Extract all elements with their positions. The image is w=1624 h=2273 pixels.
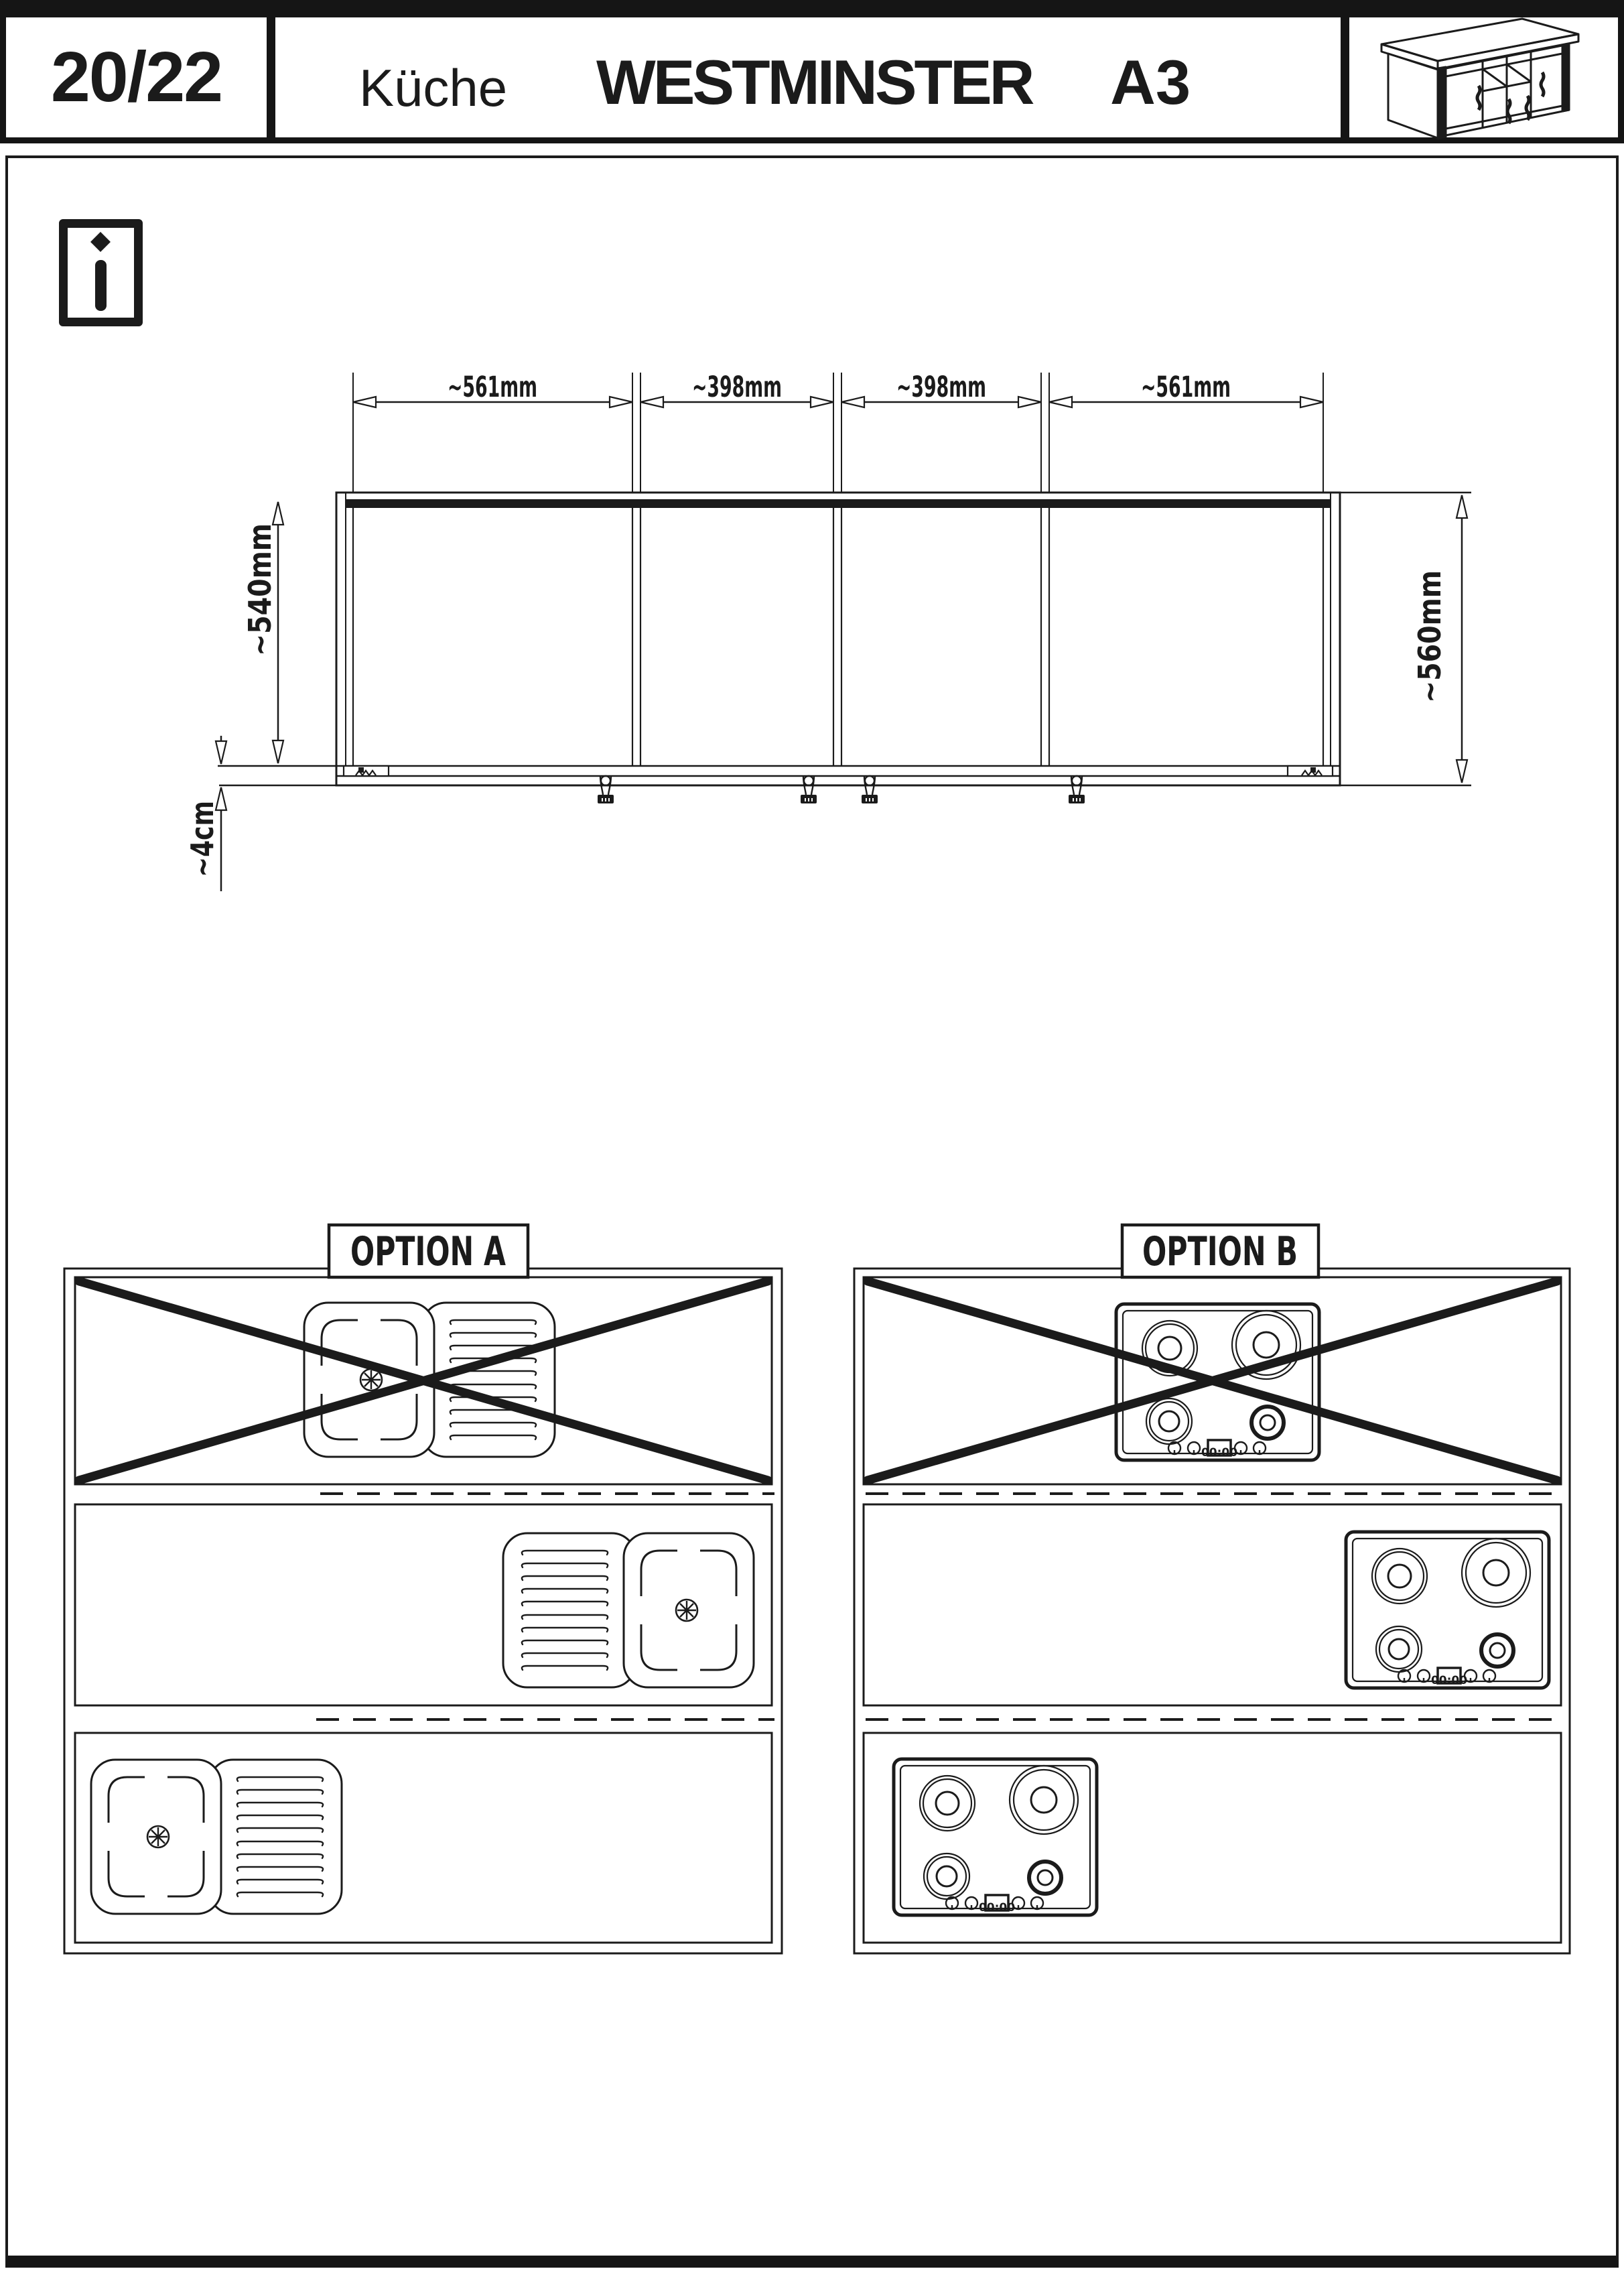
hob-top-view bbox=[1346, 1532, 1549, 1688]
hob-display: 00:00 bbox=[978, 1901, 1016, 1914]
dim-width-1: ~561mm bbox=[448, 371, 537, 404]
page-number: 20/22 bbox=[50, 38, 222, 117]
category-label: Küche bbox=[359, 58, 508, 117]
dim-height-left: ~540mm bbox=[242, 501, 278, 656]
mounting-clips bbox=[598, 776, 1085, 803]
product-name-label: WESTMINSTER bbox=[596, 47, 1032, 117]
hob-display: 00:00 bbox=[1201, 1446, 1238, 1459]
cabinet-bottom-lines bbox=[218, 493, 1471, 785]
hob-display: 00:00 bbox=[1430, 1674, 1468, 1687]
dim-bottom-gap: ~4cm bbox=[184, 779, 220, 877]
option-b-label: OPTION B bbox=[1142, 1228, 1298, 1275]
sink-top-view bbox=[503, 1533, 754, 1687]
option-a-block bbox=[64, 1225, 782, 1953]
hob-top-view bbox=[894, 1759, 1097, 1915]
dim-width-2: ~398mm bbox=[692, 371, 782, 404]
bottom-rail-end-blocks bbox=[344, 766, 1333, 776]
format-label: A3 bbox=[1110, 47, 1191, 117]
cabinet-elevation-drawing bbox=[218, 373, 1471, 891]
option-b-block bbox=[854, 1225, 1570, 1953]
cabinet-top-rail bbox=[346, 499, 1331, 508]
dim-height-right: ~560mm bbox=[1412, 548, 1448, 703]
dim-width-4: ~561mm bbox=[1141, 371, 1231, 404]
cabinet-outline bbox=[336, 493, 1340, 785]
door-divider-lines bbox=[353, 508, 1323, 766]
dim-width-3: ~398mm bbox=[896, 371, 986, 404]
option-a-label: OPTION A bbox=[350, 1228, 506, 1275]
sink-top-view bbox=[91, 1760, 342, 1914]
